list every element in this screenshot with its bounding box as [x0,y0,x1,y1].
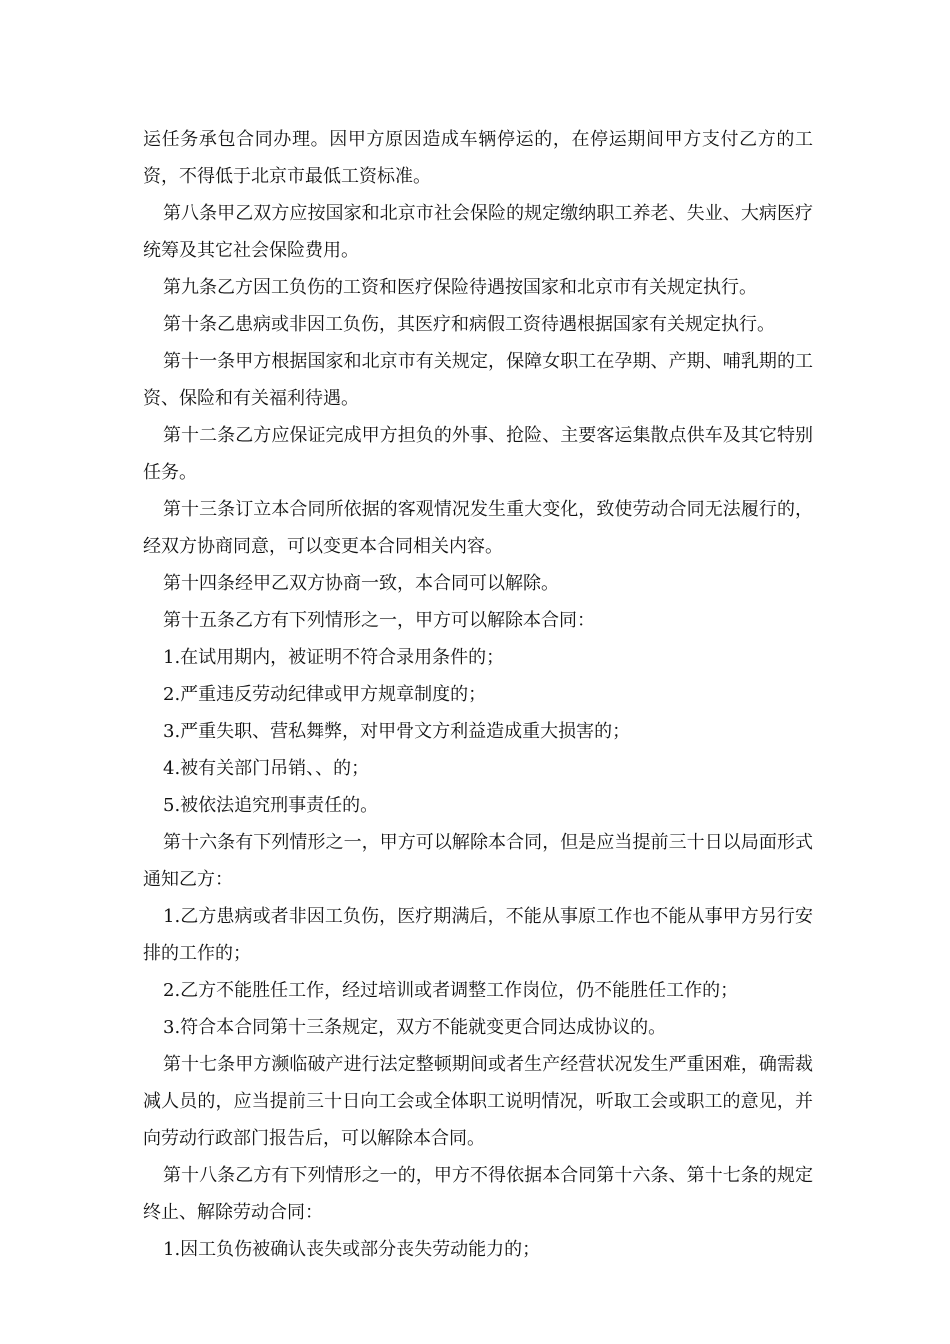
list-item: 1.乙方患病或者非因工负伤，医疗期满后，不能从事原工作也不能从事甲方另行安排的工作的； [143,906,813,964]
paragraph-article-14: 第十四条经甲乙双方协商一致，本合同可以解除。 [163,573,559,594]
paragraph-article-16: 第十六条有下列情形之一，甲方可以解除本合同，但是应当提前三十日以局面形式通知乙方： [143,832,813,890]
paragraph-article-13: 第十三条订立本合同所依据的客观情况发生重大变化，致使劳动合同无法履行的，经双方协商同意，可以变更本合同相关内容。 [143,499,813,557]
contract-body [143,121,813,1268]
paragraph-article-15: 第十五条乙方有下列情形之一，甲方可以解除本合同： [163,610,595,631]
paragraph-article-18: 第十八条乙方有下列情形之一的，甲方不得依据本合同第十六条、第十七条的规定终止、解除劳动合同： [143,1165,813,1223]
list-item: 4.被有关部门吊销、、的； [163,758,370,779]
paragraph-continuation: 运任务承包合同办理。因甲方原因造成车辆停运的，在停运期间甲方支付乙方的工资，不得低于北京市最低工资标准。 [143,129,813,187]
paragraph-article-17: 第十七条甲方濒临破产进行法定整顿期间或者生产经营状况发生严重困难，确需裁减人员的，应当提前三十日向工会或全体职工说明情况，听取工会或职工的意见，并向劳动行政部门报告后，可以解除本合同。 [143,1054,813,1149]
paragraph-article-8: 第八条甲乙双方应按国家和北京市社会保险的规定缴纳职工养老、失业、大病医疗统筹及其它社会保险费用。 [143,203,813,261]
paragraph-article-9: 第九条乙方因工负伤的工资和医疗保险待遇按国家和北京市有关规定执行。 [163,277,757,298]
paragraph-article-12: 第十二条乙方应保证完成甲方担负的外事、抢险、主要客运集散点供车及其它特别任务。 [143,425,813,483]
paragraph-article-11: 第十一条甲方根据国家和北京市有关规定，保障女职工在孕期、产期、哺乳期的工资、保险和有关福利待遇。 [143,351,813,409]
list-item: 1.在试用期内，被证明不符合录用条件的； [163,647,505,668]
list-item: 3.符合本合同第十三条规定，双方不能就变更合同达成协议的。 [163,1017,667,1038]
paragraph-article-10: 第十条乙患病或非因工负伤，其医疗和病假工资待遇根据国家有关规定执行。 [163,314,775,335]
list-item: 1.因工负伤被确认丧失或部分丧失劳动能力的； [163,1239,541,1260]
list-item: 5.被依法追究刑事责任的。 [163,795,379,816]
list-item: 2.严重违反劳动纪律或甲方规章制度的； [163,684,487,705]
list-item: 3.严重失职、营私舞弊，对甲骨文方利益造成重大损害的； [163,721,631,742]
list-item: 2.乙方不能胜任工作，经过培训或者调整工作岗位，仍不能胜任工作的； [163,980,739,1001]
